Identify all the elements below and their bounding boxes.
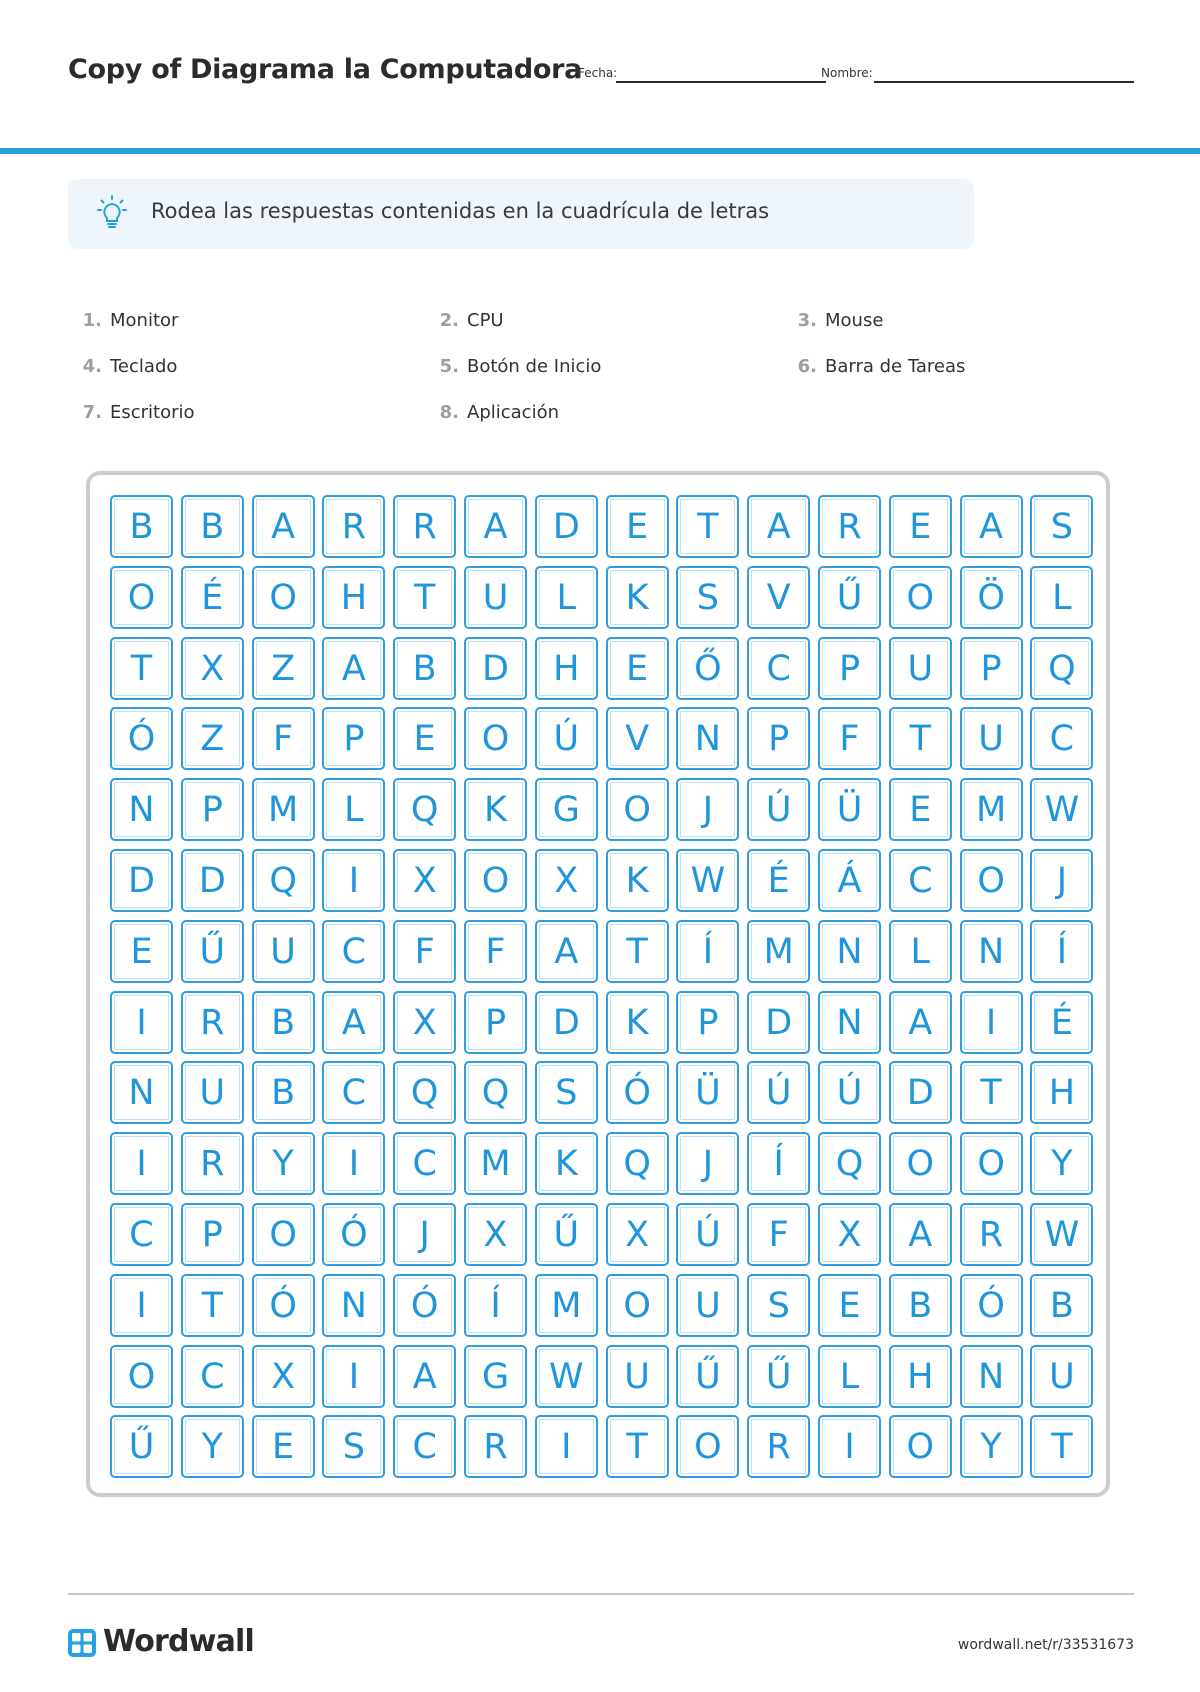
- clue-word: Mouse: [825, 310, 884, 331]
- grid-cell[interactable]: H: [1030, 1061, 1093, 1124]
- grid-cell[interactable]: Ő: [676, 637, 739, 700]
- grid-cell[interactable]: Q: [1030, 637, 1093, 700]
- clue-item: [797, 310, 884, 331]
- grid-cell[interactable]: C: [1030, 707, 1093, 770]
- grid-cell[interactable]: E: [889, 495, 952, 558]
- grid-cell[interactable]: V: [747, 566, 810, 629]
- grid-cell[interactable]: A: [464, 495, 527, 558]
- grid-cell[interactable]: D: [181, 849, 244, 912]
- grid-cell[interactable]: R: [464, 1415, 527, 1478]
- lightbulb-icon: [92, 194, 132, 234]
- grid-cell[interactable]: N: [960, 920, 1023, 983]
- grid-cell[interactable]: M: [252, 778, 315, 841]
- grid-cell[interactable]: B: [110, 495, 173, 558]
- grid-cell[interactable]: E: [606, 637, 669, 700]
- grid-cell[interactable]: P: [181, 1203, 244, 1266]
- grid-cell[interactable]: P: [747, 707, 810, 770]
- grid-cell[interactable]: N: [322, 1274, 385, 1337]
- clue-number: 6.: [797, 356, 817, 377]
- source-url: wordwall.net/r/33531673: [957, 1637, 1134, 1653]
- grid-cell[interactable]: I: [110, 991, 173, 1054]
- grid-cell[interactable]: N: [818, 991, 881, 1054]
- grid-cell[interactable]: R: [181, 1132, 244, 1195]
- grid-cell[interactable]: P: [464, 991, 527, 1054]
- grid-cell[interactable]: E: [818, 1274, 881, 1337]
- grid-cell[interactable]: E: [606, 495, 669, 558]
- grid-cell[interactable]: P: [960, 637, 1023, 700]
- date-field-line: [616, 81, 826, 83]
- grid-cell[interactable]: X: [464, 1203, 527, 1266]
- grid-cell[interactable]: N: [676, 707, 739, 770]
- grid-cell[interactable]: C: [393, 1415, 456, 1478]
- grid-cell[interactable]: I: [110, 1132, 173, 1195]
- grid-cell[interactable]: W: [1030, 1203, 1093, 1266]
- grid-cell[interactable]: X: [818, 1203, 881, 1266]
- grid-cell[interactable]: Y: [252, 1132, 315, 1195]
- grid-cell[interactable]: D: [535, 991, 598, 1054]
- grid-cell[interactable]: L: [889, 920, 952, 983]
- grid-cell[interactable]: O: [676, 1415, 739, 1478]
- grid-cell[interactable]: R: [960, 1203, 1023, 1266]
- instruction-box: [68, 179, 974, 249]
- grid-cell[interactable]: I: [322, 849, 385, 912]
- page-title: Copy of Diagrama la Computadora: [68, 54, 583, 85]
- clue-item: [439, 310, 504, 331]
- grid-cell[interactable]: T: [676, 495, 739, 558]
- grid-cell[interactable]: T: [1030, 1415, 1093, 1478]
- grid-cell[interactable]: Ű: [110, 1415, 173, 1478]
- grid-cell[interactable]: Í: [676, 920, 739, 983]
- grid-cell[interactable]: I: [110, 1274, 173, 1337]
- grid-cell[interactable]: I: [322, 1345, 385, 1408]
- grid-cell[interactable]: C: [393, 1132, 456, 1195]
- grid-cell[interactable]: Ó: [110, 707, 173, 770]
- grid-cell[interactable]: Y: [960, 1415, 1023, 1478]
- clue-item: [82, 402, 195, 423]
- grid-cell[interactable]: B: [252, 1061, 315, 1124]
- grid-cell[interactable]: O: [252, 566, 315, 629]
- grid-cell[interactable]: C: [322, 1061, 385, 1124]
- grid-cell[interactable]: H: [535, 637, 598, 700]
- grid-cell[interactable]: C: [110, 1203, 173, 1266]
- grid-cell[interactable]: Q: [252, 849, 315, 912]
- grid-cell[interactable]: J: [393, 1203, 456, 1266]
- grid-cell[interactable]: P: [322, 707, 385, 770]
- grid-cell[interactable]: B: [1030, 1274, 1093, 1337]
- clue-number: 8.: [439, 402, 459, 423]
- grid-cell[interactable]: D: [747, 991, 810, 1054]
- grid-cell[interactable]: R: [818, 495, 881, 558]
- grid-cell[interactable]: Ö: [960, 566, 1023, 629]
- clue-word: Escritorio: [110, 402, 195, 423]
- grid-cell[interactable]: T: [889, 707, 952, 770]
- grid-cell[interactable]: A: [960, 495, 1023, 558]
- grid-cell[interactable]: M: [960, 778, 1023, 841]
- grid-cell[interactable]: A: [393, 1345, 456, 1408]
- grid-cell[interactable]: Q: [393, 1061, 456, 1124]
- grid-cell[interactable]: H: [889, 1345, 952, 1408]
- grid-cell[interactable]: T: [960, 1061, 1023, 1124]
- grid-cell[interactable]: É: [747, 849, 810, 912]
- clue-number: 7.: [82, 402, 102, 423]
- grid-cell[interactable]: C: [747, 637, 810, 700]
- grid-cell[interactable]: É: [1030, 991, 1093, 1054]
- clue-number: 2.: [439, 310, 459, 331]
- grid-cell[interactable]: Q: [393, 778, 456, 841]
- grid-cell[interactable]: M: [464, 1132, 527, 1195]
- clue-word: Barra de Tareas: [825, 356, 966, 377]
- grid-cell[interactable]: S: [747, 1274, 810, 1337]
- grid-cell[interactable]: X: [181, 637, 244, 700]
- grid-cell[interactable]: U: [181, 1061, 244, 1124]
- header-divider: [0, 148, 1200, 154]
- grid-cell[interactable]: O: [889, 1132, 952, 1195]
- grid-cell[interactable]: Ű: [747, 1345, 810, 1408]
- grid-cell[interactable]: A: [889, 1203, 952, 1266]
- grid-cell[interactable]: K: [535, 1132, 598, 1195]
- grid-cell[interactable]: S: [1030, 495, 1093, 558]
- grid-cell[interactable]: I: [818, 1415, 881, 1478]
- grid-cell[interactable]: Í: [747, 1132, 810, 1195]
- grid-cell[interactable]: B: [889, 1274, 952, 1337]
- grid-cell[interactable]: O: [606, 778, 669, 841]
- grid-cell[interactable]: O: [464, 707, 527, 770]
- grid-cell[interactable]: T: [606, 1415, 669, 1478]
- grid-cell[interactable]: D: [535, 495, 598, 558]
- date-label: Fecha:: [578, 66, 618, 80]
- grid-cell[interactable]: I: [535, 1415, 598, 1478]
- grid-cell[interactable]: Ó: [393, 1274, 456, 1337]
- grid-cell[interactable]: T: [181, 1274, 244, 1337]
- grid-cell[interactable]: Ó: [252, 1274, 315, 1337]
- grid-cell[interactable]: G: [535, 778, 598, 841]
- grid-cell[interactable]: O: [889, 1415, 952, 1478]
- grid-cell[interactable]: K: [606, 991, 669, 1054]
- grid-cell[interactable]: Y: [181, 1415, 244, 1478]
- grid-cell[interactable]: C: [181, 1345, 244, 1408]
- grid-cell[interactable]: Ű: [818, 566, 881, 629]
- grid-cell[interactable]: B: [252, 991, 315, 1054]
- grid-cell[interactable]: L: [322, 778, 385, 841]
- grid-cell[interactable]: R: [393, 495, 456, 558]
- grid-cell[interactable]: U: [889, 637, 952, 700]
- grid-cell[interactable]: A: [747, 495, 810, 558]
- grid-cell[interactable]: R: [322, 495, 385, 558]
- clue-item: [82, 310, 179, 331]
- grid-cell[interactable]: Í: [464, 1274, 527, 1337]
- grid-cell[interactable]: O: [110, 566, 173, 629]
- grid-cell[interactable]: K: [606, 849, 669, 912]
- grid-cell[interactable]: K: [464, 778, 527, 841]
- grid-cell[interactable]: Q: [606, 1132, 669, 1195]
- grid-cell[interactable]: U: [464, 566, 527, 629]
- clue-item: [439, 402, 559, 423]
- grid-cell[interactable]: N: [818, 920, 881, 983]
- grid-cell[interactable]: E: [252, 1415, 315, 1478]
- grid-cell[interactable]: X: [393, 991, 456, 1054]
- grid-cell[interactable]: W: [1030, 778, 1093, 841]
- grid-cell[interactable]: N: [110, 1061, 173, 1124]
- worksheet-header: [68, 50, 1134, 100]
- grid-cell[interactable]: Ü: [676, 1061, 739, 1124]
- name-label: Nombre:: [821, 66, 873, 80]
- grid-cell[interactable]: J: [1030, 849, 1093, 912]
- grid-cell[interactable]: Ü: [818, 778, 881, 841]
- grid-cell[interactable]: Ű: [535, 1203, 598, 1266]
- grid-cell[interactable]: Z: [252, 637, 315, 700]
- grid-cell[interactable]: T: [393, 566, 456, 629]
- grid-cell[interactable]: T: [606, 920, 669, 983]
- grid-cell[interactable]: C: [889, 849, 952, 912]
- grid-cell[interactable]: Ú: [818, 1061, 881, 1124]
- grid-cell[interactable]: Á: [818, 849, 881, 912]
- clue-number: 5.: [439, 356, 459, 377]
- grid-cell[interactable]: D: [464, 637, 527, 700]
- grid-cell[interactable]: A: [535, 920, 598, 983]
- name-field-line: [874, 81, 1134, 83]
- grid-cell[interactable]: Ó: [606, 1061, 669, 1124]
- grid-cell[interactable]: O: [252, 1203, 315, 1266]
- grid-cell[interactable]: Ú: [676, 1203, 739, 1266]
- grid-cell[interactable]: O: [889, 566, 952, 629]
- wordwall-logo-icon: [68, 1629, 96, 1657]
- grid-cell[interactable]: X: [252, 1345, 315, 1408]
- grid-cell[interactable]: N: [960, 1345, 1023, 1408]
- grid-cell[interactable]: U: [960, 707, 1023, 770]
- instruction-text: Rodea las respuestas contenidas en la cuadrícula de letras: [151, 199, 770, 223]
- grid-cell[interactable]: Í: [1030, 920, 1093, 983]
- grid-cell[interactable]: O: [110, 1345, 173, 1408]
- grid-cell[interactable]: S: [535, 1061, 598, 1124]
- grid-cell[interactable]: Z: [181, 707, 244, 770]
- clue-word: CPU: [467, 310, 504, 331]
- grid-cell[interactable]: P: [818, 637, 881, 700]
- word-search-grid: [86, 471, 1110, 1497]
- grid-cell[interactable]: C: [322, 920, 385, 983]
- clue-word: Botón de Inicio: [467, 356, 602, 377]
- grid-cell[interactable]: A: [889, 991, 952, 1054]
- grid-cell[interactable]: S: [676, 566, 739, 629]
- grid-cell[interactable]: É: [181, 566, 244, 629]
- footer-divider: [68, 1593, 1134, 1595]
- grid-cell[interactable]: J: [676, 1132, 739, 1195]
- grid-cell[interactable]: D: [110, 849, 173, 912]
- grid-cell[interactable]: E: [889, 778, 952, 841]
- grid-cell[interactable]: Ó: [322, 1203, 385, 1266]
- grid-cell[interactable]: B: [393, 637, 456, 700]
- grid-cell[interactable]: M: [535, 1274, 598, 1337]
- grid-cell[interactable]: Ű: [181, 920, 244, 983]
- grid-cell[interactable]: Ú: [535, 707, 598, 770]
- grid-cell[interactable]: F: [252, 707, 315, 770]
- grid-cell[interactable]: L: [1030, 566, 1093, 629]
- grid-cell[interactable]: Y: [1030, 1132, 1093, 1195]
- grid-cell[interactable]: X: [606, 1203, 669, 1266]
- clue-number: 1.: [82, 310, 102, 331]
- grid-cell[interactable]: O: [960, 1132, 1023, 1195]
- clue-word: Aplicación: [467, 402, 559, 423]
- grid-cell[interactable]: I: [322, 1132, 385, 1195]
- grid-cell[interactable]: Q: [818, 1132, 881, 1195]
- grid-cell[interactable]: W: [535, 1345, 598, 1408]
- grid-cell[interactable]: V: [606, 707, 669, 770]
- grid-cell[interactable]: B: [181, 495, 244, 558]
- grid-cell[interactable]: R: [747, 1415, 810, 1478]
- grid-cell[interactable]: Ú: [747, 1061, 810, 1124]
- clue-word: Teclado: [110, 356, 178, 377]
- grid-cell[interactable]: N: [110, 778, 173, 841]
- clue-item: [82, 356, 178, 377]
- grid-cell[interactable]: L: [818, 1345, 881, 1408]
- grid-cell[interactable]: U: [252, 920, 315, 983]
- grid-cell[interactable]: R: [181, 991, 244, 1054]
- grid-cell[interactable]: O: [464, 849, 527, 912]
- grid-cell[interactable]: F: [464, 920, 527, 983]
- grid-cell[interactable]: A: [252, 495, 315, 558]
- grid-cell[interactable]: Ó: [960, 1274, 1023, 1337]
- grid-cell[interactable]: L: [535, 566, 598, 629]
- clue-number: 3.: [797, 310, 817, 331]
- grid-cell[interactable]: K: [606, 566, 669, 629]
- grid-cell[interactable]: U: [606, 1345, 669, 1408]
- grid-cell[interactable]: G: [464, 1345, 527, 1408]
- grid-cell[interactable]: F: [747, 1203, 810, 1266]
- clue-item: [439, 356, 602, 377]
- grid-cell[interactable]: W: [676, 849, 739, 912]
- grid-cell[interactable]: X: [393, 849, 456, 912]
- grid-cell[interactable]: P: [181, 778, 244, 841]
- grid-cell[interactable]: E: [393, 707, 456, 770]
- grid-cell[interactable]: O: [606, 1274, 669, 1337]
- grid-cell[interactable]: O: [960, 849, 1023, 912]
- grid-cell[interactable]: Ű: [676, 1345, 739, 1408]
- grid-cell[interactable]: P: [676, 991, 739, 1054]
- clue-number: 4.: [82, 356, 102, 377]
- grid-cell[interactable]: M: [747, 920, 810, 983]
- grid-cell[interactable]: D: [889, 1061, 952, 1124]
- grid-cell[interactable]: F: [818, 707, 881, 770]
- grid-cell[interactable]: E: [110, 920, 173, 983]
- grid-cell[interactable]: S: [322, 1415, 385, 1478]
- wordwall-brand: Wordwall: [103, 1624, 255, 1659]
- grid-cell[interactable]: H: [322, 566, 385, 629]
- clue-word: Monitor: [110, 310, 179, 331]
- grid-cell[interactable]: U: [1030, 1345, 1093, 1408]
- grid-cell[interactable]: U: [676, 1274, 739, 1337]
- grid-cell[interactable]: I: [960, 991, 1023, 1054]
- grid-cell[interactable]: Q: [464, 1061, 527, 1124]
- grid-cell[interactable]: X: [535, 849, 598, 912]
- grid-cell[interactable]: Ú: [747, 778, 810, 841]
- grid-cell[interactable]: A: [322, 991, 385, 1054]
- grid-cell[interactable]: A: [322, 637, 385, 700]
- grid-cell[interactable]: F: [393, 920, 456, 983]
- grid-cell[interactable]: T: [110, 637, 173, 700]
- clue-item: [797, 356, 966, 377]
- grid-cell[interactable]: J: [676, 778, 739, 841]
